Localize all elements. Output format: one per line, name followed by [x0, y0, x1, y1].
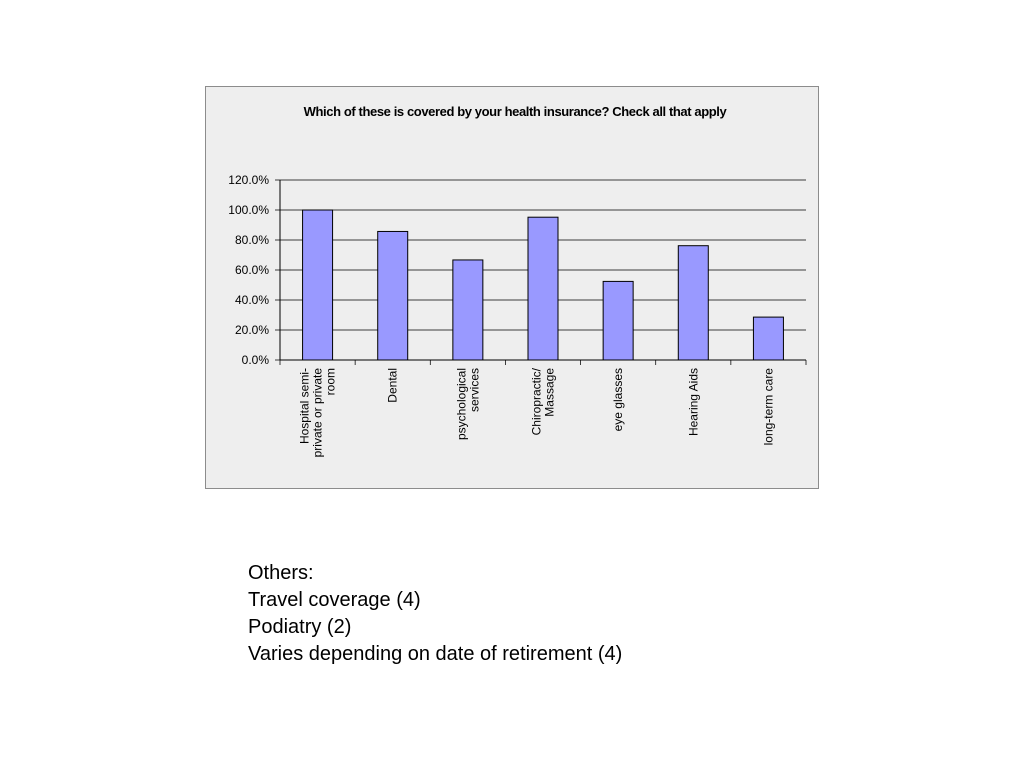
bar — [378, 231, 408, 360]
y-tick-label: 0.0% — [241, 353, 269, 367]
x-category-label-line: services — [467, 368, 482, 413]
y-tick-label: 60.0% — [234, 263, 269, 277]
x-category-label-line: Chiropractic/ — [529, 368, 544, 436]
x-category-label — [686, 368, 700, 436]
x-category-label-line: eye glasses — [611, 368, 626, 432]
x-category-label-line: long-term care — [761, 368, 776, 446]
x-category-label-line: Hearing Aids — [686, 368, 701, 437]
bar — [528, 217, 558, 360]
others-item-podiatry: Podiatry (2) — [248, 616, 352, 638]
x-category-label-line: private or private — [310, 368, 325, 458]
x-category-label-line: Dental — [385, 368, 400, 403]
others-heading: Others: — [248, 562, 314, 584]
bar — [303, 210, 333, 360]
x-category-label — [611, 368, 625, 431]
bar — [603, 281, 633, 360]
others-notes — [248, 560, 622, 668]
y-tick-label: 20.0% — [234, 323, 269, 337]
bar-chart — [206, 87, 820, 490]
x-category-label-line: Hospital semi- — [297, 368, 312, 445]
chart-title: Which of these is covered by your health insurance? Check all that apply — [303, 104, 727, 119]
x-category-label — [530, 367, 557, 435]
x-category-label — [386, 368, 400, 403]
bar — [453, 260, 483, 360]
others-item-retirement: Varies depending on date of retirement (4) — [248, 643, 623, 665]
y-tick-label: 100.0% — [228, 203, 269, 217]
bar — [753, 317, 783, 360]
x-category-label — [761, 368, 775, 446]
chart-area — [205, 86, 819, 489]
y-tick-label: 40.0% — [234, 293, 269, 307]
x-category-label — [454, 368, 481, 440]
x-category-label — [298, 368, 338, 458]
y-tick-label: 120.0% — [228, 173, 269, 187]
y-tick-label: 80.0% — [234, 233, 269, 247]
bar — [678, 246, 708, 360]
x-category-label-line: room — [323, 368, 338, 396]
x-category-label-line: psychological — [454, 368, 469, 441]
others-item-travel: Travel coverage (4) — [248, 589, 421, 611]
x-category-label-line: Massage — [542, 368, 557, 417]
